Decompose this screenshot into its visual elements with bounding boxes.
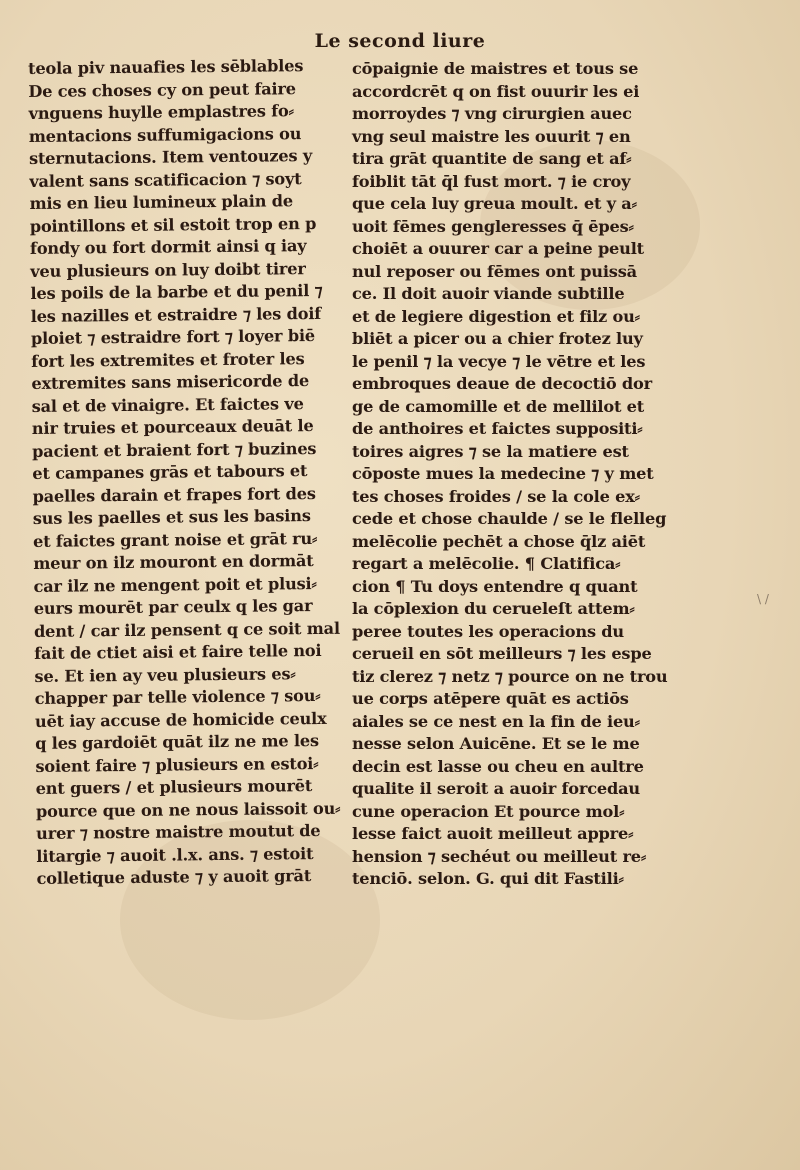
text-line: pacient et braient fort ⁊ buzines	[32, 438, 317, 461]
text-line: uēt iay accuse de homicide ceulx	[34, 708, 327, 731]
text-line: valent sans scatificacion ⁊ soyt	[29, 168, 302, 191]
text-line: et campanes grās et tabours et	[32, 461, 308, 483]
text-line: nesse selon Auicēne. Et se le me	[352, 734, 640, 753]
text-line: cōposte mues la medecine ⁊ y met	[352, 464, 654, 483]
text-line: accordcrēt q on fist ouurir les ei	[352, 81, 640, 101]
text-line: se. Et ien ay veu plusieurs es⸗	[34, 663, 296, 686]
text-line: soient faire ⁊ plusieurs en estoi⸗	[35, 753, 319, 776]
text-line: les nazilles et estraidre ⁊ les doif	[30, 303, 322, 326]
text-line: les poils de la barbe et du penil ⁊	[30, 280, 323, 303]
text-line: vng seul maistre les ouurit ⁊ en	[352, 126, 631, 146]
text-line: ge de camomille et de mellilot et	[352, 396, 645, 416]
text-line: mis en lieu lumineux plain de	[29, 191, 293, 213]
text-line: colletique aduste ⁊ y auoit grāt	[36, 866, 312, 888]
text-line: sternutacions. Item ventouzes y	[28, 146, 313, 168]
text-line: et faictes grant noise et grāt ru⸗	[32, 528, 318, 551]
text-line: fait de ctiet aisi et faire telle noi	[34, 640, 322, 663]
text-line: dent / car ilz pensent q ce soit mal	[33, 618, 340, 641]
text-line: sus les paelles et sus les basins	[32, 506, 311, 528]
text-line: tenciō. selon. G. qui dit Fastili⸗	[352, 869, 624, 888]
text-line: que cela luy greua moult. et y a⸗	[352, 194, 637, 213]
text-line: nir truies et pourceaux deuāt le	[31, 416, 314, 438]
text-line: paelles darain et frapes fort des	[32, 483, 316, 506]
text-line: litargie ⁊ auoit .l.x. ans. ⁊ estoit	[36, 843, 314, 866]
text-line: ue corps atēpere quāt es actiōs	[352, 689, 629, 708]
text-line: vnguens huylle emplastres fo⸗	[28, 101, 294, 123]
margin-mark: \ /	[757, 592, 769, 606]
text-line: uoit fēmes gengleresses q̄ ēpes⸗	[352, 216, 634, 236]
text-line: mentacions suffumigacions ou	[28, 123, 302, 146]
text-line: nul reposer ou fēmes ont puissā	[352, 261, 637, 281]
text-line: toires aigres ⁊ se la matiere est	[352, 441, 629, 461]
text-line: et de legiere digestion et filz ou⸗	[352, 306, 640, 326]
text-line: De ces choses cy on peut faire	[28, 78, 296, 101]
text-line: choiēt a ouurer car a peine peult	[352, 239, 644, 258]
text-line: cerueil en sōt meilleurs ⁊ les espe	[352, 644, 652, 663]
text-line: fort les extremites et froter les	[31, 348, 305, 371]
right-text-column	[352, 58, 684, 891]
text-line: ploiet ⁊ estraidre fort ⁊ loyer biē	[30, 326, 316, 348]
text-line: fondy ou fort dormit ainsi q iay	[29, 236, 307, 258]
text-line: pource que on ne nous laissoit ou⸗	[35, 798, 341, 821]
text-line: cōpaignie de maistres et tous se	[352, 59, 639, 78]
text-line: peree toutes les operacions du	[352, 621, 624, 641]
text-line: lesse faict auoit meilleut appre⸗	[352, 824, 634, 843]
left-text-column	[28, 55, 349, 891]
text-line: cune operacion Et pource mol⸗	[352, 801, 625, 821]
text-line: urer ⁊ nostre maistre moutut de	[36, 820, 321, 843]
text-line: qualite il seroit a auoir forcedau	[352, 779, 640, 798]
text-line: decin est lasse ou cheu en aultre	[352, 756, 644, 776]
text-line: aiales se ce nest en la fin de ieu⸗	[352, 711, 640, 731]
text-line: extremites sans misericorde de	[31, 371, 310, 393]
text-line: veu plusieurs on luy doibt tirer	[30, 258, 306, 281]
text-line: teola piv nauafies les sēblables	[28, 56, 304, 78]
text-line: meur on ilz mouront en dormāt	[33, 551, 314, 573]
text-line: foiblit tāt q̄l fust mort. ⁊ ie croy	[352, 171, 631, 191]
text-line: tiz clerez ⁊ netz ⁊ pource on ne trou	[352, 666, 668, 686]
text-line: tira grāt quantite de sang et af⸗	[352, 149, 632, 168]
running-head: Le second liure	[314, 30, 486, 52]
text-line: eurs mourēt par ceulx q les gar	[33, 596, 313, 618]
text-line: cede et chose chaulde / se le flelleg	[352, 509, 667, 528]
text-line: pointillons et sil estoit trop en p	[29, 213, 317, 236]
text-line: cion ¶ Tu doys entendre q quant	[352, 576, 638, 596]
text-line: melēcolie pechēt a chose q̄lz aiēt	[352, 531, 646, 551]
text-line: hension ⁊ sechéut ou meilleut re⸗	[352, 846, 647, 866]
text-line: bliēt a picer ou a chier frotez luy	[352, 329, 643, 348]
text-line: morroydes ⁊ vng cirurgien auec	[352, 104, 632, 123]
text-line: embroques deaue de decoctiō dor	[352, 374, 652, 393]
text-line: le penil ⁊ la vecye ⁊ le vētre et les	[352, 351, 646, 371]
text-line: de anthoires et faictes suppositi⸗	[352, 419, 643, 438]
text-line: car ilz ne mengent poit et plusi⸗	[33, 573, 317, 596]
text-line: regart a melēcolie. ¶ Clatifica⸗	[352, 554, 621, 573]
text-line: chapper par telle violence ⁊ sou⸗	[34, 685, 321, 708]
text-line: q les gardoiēt quāt ilz ne me les	[35, 730, 319, 753]
text-line: sal et de vinaigre. Et faictes ve	[31, 393, 304, 416]
text-line: ent guers / et plusieurs mourēt	[35, 776, 313, 798]
text-line: la cōplexion du cerueleſt attem⸗	[352, 599, 635, 618]
text-line: ce. Il doit auoir viande subtille	[352, 284, 625, 303]
text-line: tes choses froides / se la cole ex⸗	[352, 486, 640, 506]
